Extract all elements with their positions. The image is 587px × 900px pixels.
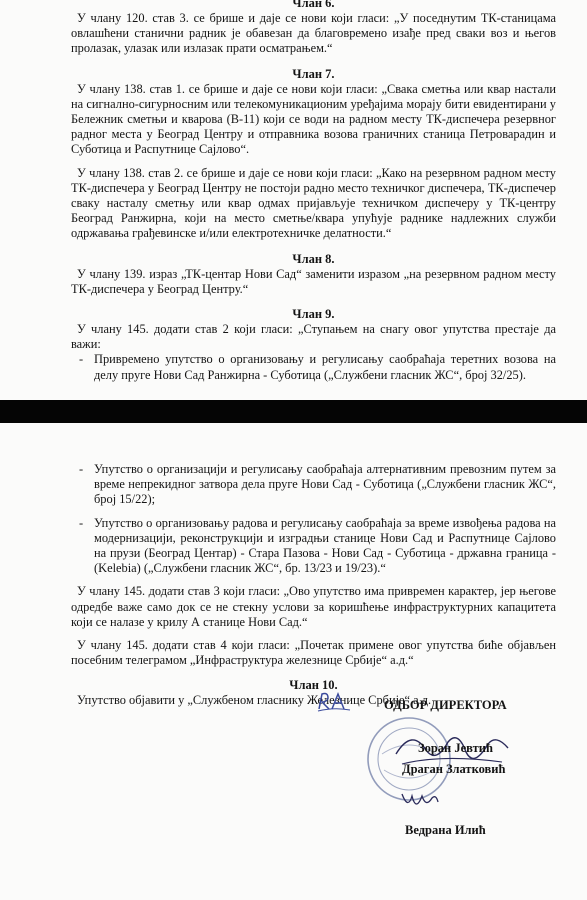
signatory-name-1: Зоран Јевтић [418,741,493,755]
article-9-text: У члану 145. додати став 2 који гласи: „Ступањем на снагу овог упутства престаје да важи: [71,322,556,352]
article-10-text: Упутство објавити у „Службеном гласнику Железнице Србије“ а.д. [77,693,432,708]
signatory-name-3: Ведрана Илић [405,823,486,837]
list-item [71,352,556,382]
article-8-heading: Члан 8. [292,251,335,266]
list-item [71,462,556,508]
bullet-text: Упутство о организацији и регулисању саобраћаја алтернативним превозним путем за време непрекидног затвора дела пруге Нови Сад - Суботица („Службени гласник ЖС“, број 15/22); [94,462,556,507]
bullet-marker: - [79,462,84,476]
document-page-upper [0,0,587,400]
article-10-heading: Члан 10. [289,678,338,693]
board-title: ОДБОР ДИРЕКТОРА [384,698,507,712]
article-9-paragraph-4: У члану 145. додати став 4 који гласи: „Почетак примене овог упутства биће објављен посебним телеграмом „Инфраструктура железнице Србије“ а.д.“ [71,638,556,668]
list-item [71,516,556,577]
article-7-heading: Члан 7. [292,66,335,81]
article-6-text: У члану 120. став 3. се брише и даје се нови који гласи: „У поседнутим ТК-станицама овлашћени станични радник је обавезан да благовремено изађе пред сваки воз и његов пролазак, улазак или излазак прати осматрањем.“ [71,11,556,56]
initials-signature-icon [316,690,352,712]
bullet-marker: - [79,352,84,367]
signature-icon [398,788,442,814]
document-page-lower [0,423,587,900]
page-lower-content [71,462,556,709]
page-separator [0,400,587,423]
article-8-text: У члану 139. израз „ТК-центар Нови Сад“ заменити изразом „на резервном радном месту ТК-диспечера у Београд Центру.“ [71,266,556,296]
page-upper-content [71,0,556,383]
bullet-text: Привремено упутство о организовању и регулисању саобраћаја теретних возова на делу пруге Нови Сад Ранжирна - Суботица („Службени гласник ЖС“, број 32/25). [94,352,556,382]
article-7-paragraph-1: У члану 138. став 1. се брише и даје се нови који гласи: „Свака сметња или квар настали на сигнално-сигурносним или телекомуникационим уређајима морају бити евидентирани у Бележник сметњи и кварова (В-11) који се води на радном месту ТК-диспечера резервног радног места у Београд Центру и отправника возова граничних станица Петроварадин и Суботица и Распутнице Сајлово“. [71,81,556,157]
article-7-paragraph-2: У члану 138. став 2. се брише и даје се нови који гласи: „Како на резервном радном месту ТК-диспечера у Београд Центру не постоји радно место техничког диспечера, ТК-диспечер сваку насталу сметњу или квар одмах пријављује техничком диспечеру у ТК-центру Београд Ранжирна, који на место сметње/квара упућује раднике надлежних служби одржавања грађевинске и/или електротехничке делатности.“ [71,165,556,241]
article-9-heading: Члан 9. [292,307,335,322]
signatory-name-2: Драган Златковић [402,762,506,776]
bullet-marker: - [79,515,84,530]
article-6-heading: Члан 6. [292,0,335,10]
article-9-paragraph-3: У члану 145. додати став 3 који гласи: „Ово упутство има привремен карактер, јер његове одредбе важе само док се не стекну услови за коришћење инфраструктурних капацитета који се налазе у крилу А станице Нови Сад.“ [71,584,556,629]
bullet-text: Упутство о организовању радова и регулисању саобраћаја за време извођења радова на модернизацији, реконструкцији и изградњи станице Нови Сад и Распутнице Сајлово на прузи (Београд Центар) - Стара Пазова - Нови Сад - Суботица - државна граница - (Kelebia) („Службени гласник ЖС“, бр. 13/23 и 19/23).“ [94,515,556,576]
